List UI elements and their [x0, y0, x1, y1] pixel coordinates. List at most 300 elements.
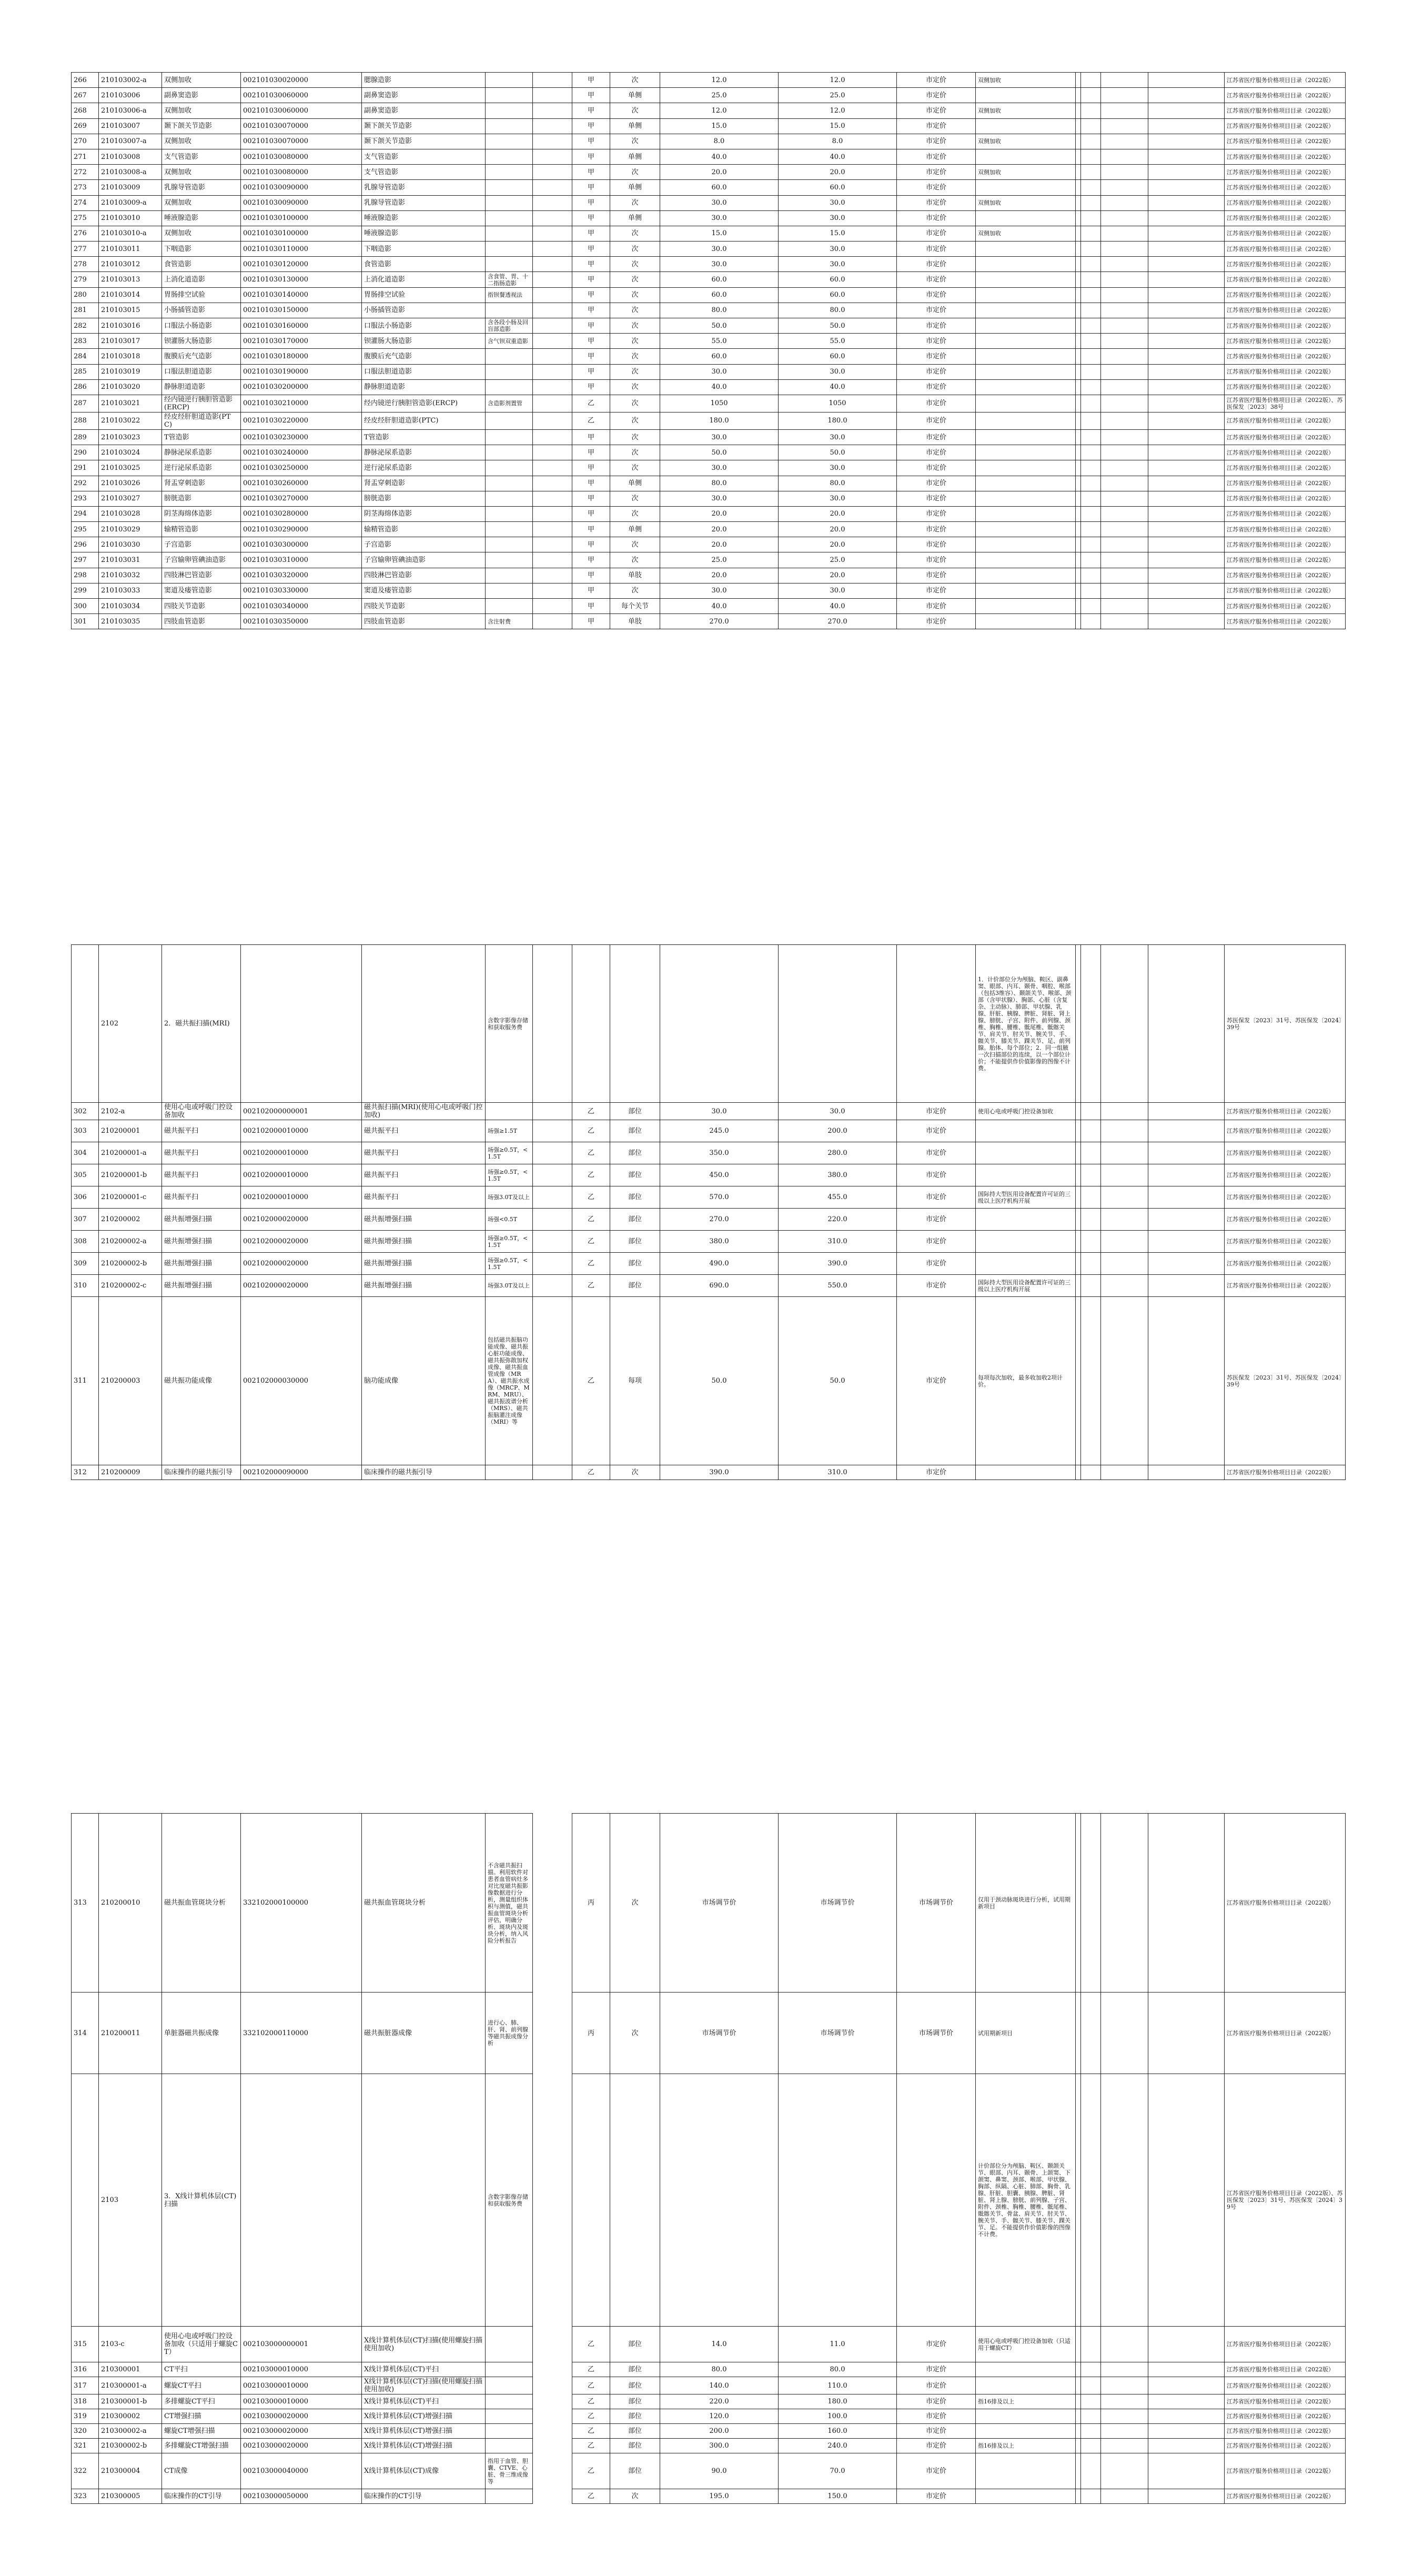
- cell-item-name: 子宫造影: [162, 537, 241, 552]
- cell-col-gap-4: [1148, 583, 1225, 598]
- table-row: [72, 2489, 1346, 2504]
- cell-policy-source: 江苏省医疗服务价格项目目录（2022版）: [1225, 2362, 1346, 2377]
- cell-row-no: 290: [72, 445, 99, 460]
- cell-national-name: 支气管造影: [362, 149, 486, 164]
- table-row: [72, 2409, 1346, 2424]
- cell-item-code: 210200002-b: [99, 1253, 162, 1275]
- cell-content: 包括磁共振脑功能成像、磁共振心脏功能成像、磁共振弥散加权成像、磁共振血管成像（MRA）、磁共振水成像（MRCP、MRM、MRU）、磁共振波谱分析（MRS）、磁共振脑灌注成像（MRI）等: [486, 1297, 533, 1465]
- cell-col-gap-2: [1081, 2439, 1101, 2453]
- cell-unit: 次: [610, 583, 660, 598]
- cell-price-tier-2: 220.0: [779, 1209, 897, 1231]
- cell-category: 甲: [572, 73, 610, 88]
- cell-content: 含数字影像存储和获取服务费: [486, 945, 533, 1103]
- cell-price-tier-1: 12.0: [660, 73, 779, 88]
- cell-col-gap-3: [1101, 2409, 1148, 2424]
- cell-national-code: 002101030060000: [241, 103, 362, 118]
- cell-price-tier-1: 220.0: [660, 2394, 779, 2409]
- cell-unit: 部位: [610, 2453, 660, 2489]
- cell-category: 甲: [572, 134, 610, 149]
- cell-exclusion: [533, 1297, 572, 1465]
- cell-col-gap-4: [1148, 2377, 1225, 2394]
- table-row: [72, 945, 1346, 1103]
- cell-price-tier-2: 200.0: [779, 1120, 897, 1142]
- cell-category: 甲: [572, 522, 610, 537]
- cell-pricing-type: 市场调节价: [897, 1814, 976, 1993]
- cell-category: 乙: [572, 1253, 610, 1275]
- cell-national-name: 副鼻窦造影: [362, 88, 486, 103]
- cell-price-tier-1: 80.0: [660, 303, 779, 318]
- cell-col-gap-4: [1148, 1465, 1225, 1480]
- cell-col-gap-2: [1081, 1253, 1101, 1275]
- cell-note: [976, 599, 1076, 614]
- cell-item-name: 磁共振增强扫描: [162, 1209, 241, 1231]
- cell-col-gap-1: [1076, 476, 1081, 491]
- cell-policy-source: 江苏省医疗服务价格项目目录（2022版）: [1225, 303, 1346, 318]
- cell-national-code: 002101030080000: [241, 149, 362, 164]
- cell-item-code: 2102-a: [99, 1103, 162, 1120]
- cell-national-code: 002101030090000: [241, 195, 362, 210]
- price-table-1: [71, 72, 1346, 629]
- cell-policy-source: 江苏省医疗服务价格项目目录（2022版）: [1225, 537, 1346, 552]
- cell-item-name: 双侧加收: [162, 195, 241, 210]
- cell-category: 乙: [572, 2327, 610, 2362]
- cell-row-no: 277: [72, 242, 99, 257]
- cell-row-no: [72, 945, 99, 1103]
- cell-col-gap-3: [1101, 599, 1148, 614]
- cell-national-name: 乳腺导管造影: [362, 195, 486, 210]
- cell-policy-source: 江苏省医疗服务价格项目目录（2022版）: [1225, 599, 1346, 614]
- cell-item-code: 210300002: [99, 2409, 162, 2424]
- table-row: [72, 599, 1346, 614]
- cell-content: 场强≥0.5T，<1.5T: [486, 1142, 533, 1164]
- cell-item-code: 210103020: [99, 379, 162, 395]
- cell-row-no: 289: [72, 429, 99, 445]
- cell-col-gap-4: [1148, 945, 1225, 1103]
- table-row: [72, 568, 1346, 583]
- cell-col-gap-4: [1148, 522, 1225, 537]
- cell-exclusion: [533, 242, 572, 257]
- cell-category: 乙: [572, 395, 610, 412]
- cell-col-gap-2: [1081, 491, 1101, 506]
- cell-content: 场强≥0.5T，<1.5T: [486, 1253, 533, 1275]
- cell-row-no: 279: [72, 272, 99, 287]
- cell-content: 场强≥0.5T，<1.5T: [486, 1231, 533, 1253]
- cell-col-gap-1: [1076, 318, 1081, 334]
- cell-note: [976, 2489, 1076, 2504]
- cell-col-gap-1: [1076, 1186, 1081, 1209]
- cell-policy-source: 江苏省医疗服务价格项目目录（2022版）: [1225, 165, 1346, 180]
- cell-category: 甲: [572, 195, 610, 210]
- cell-col-gap-4: [1148, 349, 1225, 364]
- cell-exclusion: [533, 1120, 572, 1142]
- cell-category: 乙: [572, 2377, 610, 2394]
- cell-national-code: 002101030250000: [241, 460, 362, 476]
- cell-col-gap-3: [1101, 103, 1148, 118]
- cell-note: [976, 583, 1076, 598]
- cell-col-gap-1: [1076, 522, 1081, 537]
- cell-pricing-type: 市定价: [897, 118, 976, 134]
- cell-note: 指16排及以上: [976, 2394, 1076, 2409]
- cell-policy-source: 江苏省医疗服务价格项目目录（2022版）: [1225, 272, 1346, 287]
- cell-category: 乙: [572, 1120, 610, 1142]
- cell-note: [976, 537, 1076, 552]
- table-row: [72, 165, 1346, 180]
- cell-unit: 部位: [610, 1142, 660, 1164]
- cell-col-gap-1: [1076, 287, 1081, 303]
- cell-unit: 部位: [610, 1186, 660, 1209]
- cell-col-gap-4: [1148, 568, 1225, 583]
- cell-content: 场强≥1.5T: [486, 1120, 533, 1142]
- cell-col-gap-3: [1101, 395, 1148, 412]
- cell-col-gap-3: [1101, 287, 1148, 303]
- cell-item-name: 子宫输卵管碘油造影: [162, 552, 241, 568]
- cell-note: [976, 460, 1076, 476]
- cell-col-gap-2: [1081, 118, 1101, 134]
- cell-price-tier-2: 30.0: [779, 491, 897, 506]
- cell-pricing-type: 市定价: [897, 226, 976, 241]
- cell-col-gap-3: [1101, 476, 1148, 491]
- cell-col-gap-2: [1081, 1103, 1101, 1120]
- cell-price-tier-1: 14.0: [660, 2327, 779, 2362]
- cell-item-name: 口服法胆道造影: [162, 364, 241, 379]
- cell-pricing-type: 市定价: [897, 195, 976, 210]
- cell-national-name: 子宫输卵管碘油造影: [362, 552, 486, 568]
- cell-national-code: 002101030190000: [241, 364, 362, 379]
- cell-national-name: [362, 945, 486, 1103]
- cell-pricing-type: 市定价: [897, 2362, 976, 2377]
- cell-col-gap-1: [1076, 412, 1081, 429]
- cell-price-tier-1: 180.0: [660, 412, 779, 429]
- table-row: [72, 506, 1346, 521]
- cell-item-name: 双侧加收: [162, 165, 241, 180]
- cell-col-gap-4: [1148, 1297, 1225, 1465]
- cell-col-gap-1: [1076, 614, 1081, 629]
- cell-col-gap-1: [1076, 599, 1081, 614]
- cell-national-name: 颞下颌关节造影: [362, 134, 486, 149]
- cell-col-gap-4: [1148, 226, 1225, 241]
- cell-national-name: 磁共振增强扫描: [362, 1209, 486, 1231]
- cell-row-no: 281: [72, 303, 99, 318]
- cell-col-gap-4: [1148, 395, 1225, 412]
- cell-content: [486, 2409, 533, 2424]
- cell-pricing-type: 市定价: [897, 412, 976, 429]
- cell-note: [976, 1465, 1076, 1480]
- cell-price-tier-1: [660, 945, 779, 1103]
- cell-price-tier-2: 1050: [779, 395, 897, 412]
- cell-price-tier-2: 15.0: [779, 226, 897, 241]
- cell-pricing-type: 市定价: [897, 1253, 976, 1275]
- cell-national-code: 332102000100000: [241, 1814, 362, 1993]
- cell-category: 甲: [572, 165, 610, 180]
- cell-price-tier-2: 60.0: [779, 349, 897, 364]
- cell-col-gap-3: [1101, 1209, 1148, 1231]
- table-row: [72, 2424, 1346, 2439]
- cell-price-tier-1: 90.0: [660, 2453, 779, 2489]
- cell-pricing-type: 市定价: [897, 2424, 976, 2439]
- cell-col-gap-2: [1081, 537, 1101, 552]
- cell-col-gap-3: [1101, 210, 1148, 226]
- cell-category: 乙: [572, 1142, 610, 1164]
- cell-price-tier-1: 200.0: [660, 2424, 779, 2439]
- cell-national-code: 002101030210000: [241, 395, 362, 412]
- cell-price-tier-2: 20.0: [779, 568, 897, 583]
- cell-item-name: 3．X线计算机体层(CT)扫描: [162, 2074, 241, 2327]
- cell-note: 每项每次加收，最多收加收2项计价。: [976, 1297, 1076, 1465]
- cell-national-code: 002102000010000: [241, 1142, 362, 1164]
- cell-col-gap-4: [1148, 2453, 1225, 2489]
- cell-col-gap-4: [1148, 2409, 1225, 2424]
- cell-col-gap-4: [1148, 379, 1225, 395]
- cell-item-name: 2．磁共振扫描(MRI): [162, 945, 241, 1103]
- cell-note: [976, 210, 1076, 226]
- cell-policy-source: 江苏省医疗服务价格项目目录（2022版）: [1225, 1103, 1346, 1120]
- cell-col-gap-4: [1148, 2424, 1225, 2439]
- cell-content: [486, 303, 533, 318]
- cell-national-name: 唾液腺造影: [362, 226, 486, 241]
- cell-national-code: 002101030290000: [241, 522, 362, 537]
- cell-col-gap-1: [1076, 2327, 1081, 2362]
- cell-col-gap-2: [1081, 334, 1101, 349]
- cell-content: 指用于血管、胆囊、CTVE、心脏、骨三维成像等: [486, 2453, 533, 2489]
- cell-national-code: 002101030310000: [241, 552, 362, 568]
- cell-item-code: 210103016: [99, 318, 162, 334]
- cell-price-tier-2: 40.0: [779, 599, 897, 614]
- cell-col-gap-1: [1076, 242, 1081, 257]
- cell-price-tier-2: 30.0: [779, 257, 897, 272]
- cell-category: 甲: [572, 318, 610, 334]
- cell-national-name: 膀胱造影: [362, 491, 486, 506]
- cell-policy-source: 江苏省医疗服务价格项目目录（2022版）: [1225, 506, 1346, 521]
- cell-item-code: 210103014: [99, 287, 162, 303]
- cell-exclusion: [533, 2362, 572, 2377]
- cell-policy-source: 江苏省医疗服务价格项目目录（2022版）: [1225, 334, 1346, 349]
- cell-col-gap-2: [1081, 1275, 1101, 1297]
- table-row: [72, 1814, 1346, 1993]
- cell-price-tier-2: 180.0: [779, 412, 897, 429]
- table-row: [72, 395, 1346, 412]
- cell-national-name: X线计算机体层(CT)平扫: [362, 2394, 486, 2409]
- cell-row-no: 287: [72, 395, 99, 412]
- cell-pricing-type: 市定价: [897, 303, 976, 318]
- cell-national-name: 胃肠排空试验: [362, 287, 486, 303]
- cell-row-no: 298: [72, 568, 99, 583]
- cell-national-name: 经内镜逆行胰胆管造影(ERCP): [362, 395, 486, 412]
- cell-pricing-type: 市定价: [897, 318, 976, 334]
- cell-price-tier-2: 60.0: [779, 287, 897, 303]
- cell-price-tier-2: 50.0: [779, 1297, 897, 1465]
- cell-item-name: 四肢关节造影: [162, 599, 241, 614]
- cell-note: [976, 1209, 1076, 1231]
- cell-col-gap-1: [1076, 2424, 1081, 2439]
- cell-note: [976, 318, 1076, 334]
- cell-national-name: 口服法小肠造影: [362, 318, 486, 334]
- cell-content: 场强3.0T及以上: [486, 1186, 533, 1209]
- cell-national-name: 阴茎海绵体造影: [362, 506, 486, 521]
- cell-unit: 次: [610, 165, 660, 180]
- cell-national-code: 002101030260000: [241, 476, 362, 491]
- cell-col-gap-3: [1101, 165, 1148, 180]
- cell-item-name: 磁共振平扫: [162, 1120, 241, 1142]
- cell-col-gap-3: [1101, 1814, 1148, 1993]
- cell-price-tier-1: 25.0: [660, 88, 779, 103]
- cell-national-name: 磁共振平扫: [362, 1164, 486, 1186]
- cell-col-gap-3: [1101, 945, 1148, 1103]
- cell-note: [976, 2377, 1076, 2394]
- cell-col-gap-3: [1101, 2489, 1148, 2504]
- cell-content: [486, 476, 533, 491]
- cell-item-name: 临床操作的磁共振引导: [162, 1465, 241, 1480]
- cell-col-gap-3: [1101, 226, 1148, 241]
- cell-price-tier-1: 20.0: [660, 506, 779, 521]
- cell-note: [976, 118, 1076, 134]
- cell-content: [486, 149, 533, 164]
- cell-col-gap-3: [1101, 134, 1148, 149]
- cell-item-code: 210103008-a: [99, 165, 162, 180]
- cell-price-tier-1: 245.0: [660, 1120, 779, 1142]
- cell-col-gap-2: [1081, 552, 1101, 568]
- cell-item-code: 210103025: [99, 460, 162, 476]
- cell-col-gap-4: [1148, 118, 1225, 134]
- cell-col-gap-2: [1081, 945, 1101, 1103]
- cell-note: 国际持大型医用设备配置许可证的三级以上医疗机构开展: [976, 1275, 1076, 1297]
- cell-note: [976, 395, 1076, 412]
- cell-note: 双侧加收: [976, 103, 1076, 118]
- cell-exclusion: [533, 334, 572, 349]
- cell-unit: 次: [610, 226, 660, 241]
- cell-price-tier-1: 40.0: [660, 379, 779, 395]
- cell-col-gap-4: [1148, 210, 1225, 226]
- cell-col-gap-2: [1081, 2377, 1101, 2394]
- cell-note: [976, 506, 1076, 521]
- cell-item-name: 静脉胆道造影: [162, 379, 241, 395]
- cell-pricing-type: 市定价: [897, 2409, 976, 2424]
- cell-item-name: CT平扫: [162, 2362, 241, 2377]
- cell-col-gap-2: [1081, 2489, 1101, 2504]
- cell-pricing-type: 市定价: [897, 1164, 976, 1186]
- cell-unit: 部位: [610, 2424, 660, 2439]
- cell-item-name: 经内镜逆行胰胆管造影(ERCP): [162, 395, 241, 412]
- cell-policy-source: 江苏省医疗服务价格项目目录（2022版）: [1225, 2489, 1346, 2504]
- cell-national-name: 四肢血管造影: [362, 614, 486, 629]
- cell-row-no: 276: [72, 226, 99, 241]
- cell-national-code: 002102000090000: [241, 1465, 362, 1480]
- table-row: [72, 134, 1346, 149]
- cell-item-name: 肾盂穿刺造影: [162, 476, 241, 491]
- cell-price-tier-1: 80.0: [660, 476, 779, 491]
- cell-price-tier-2: 30.0: [779, 460, 897, 476]
- cell-category: 甲: [572, 272, 610, 287]
- cell-national-code: 002101030140000: [241, 287, 362, 303]
- cell-col-gap-1: [1076, 364, 1081, 379]
- cell-exclusion: [533, 599, 572, 614]
- cell-row-no: 320: [72, 2424, 99, 2439]
- cell-national-name: 经皮经肝胆道造影(PTC): [362, 412, 486, 429]
- cell-item-name: 磁共振血管斑块分析: [162, 1814, 241, 1993]
- cell-content: [486, 349, 533, 364]
- cell-price-tier-1: 30.0: [660, 429, 779, 445]
- cell-policy-source: 苏医保发〔2023〕31号、苏医保发〔2024〕39号: [1225, 1297, 1346, 1465]
- cell-col-gap-1: [1076, 134, 1081, 149]
- cell-col-gap-3: [1101, 88, 1148, 103]
- cell-col-gap-4: [1148, 1142, 1225, 1164]
- cell-note: [976, 2409, 1076, 2424]
- cell-col-gap-3: [1101, 1275, 1148, 1297]
- cell-national-code: 002101030230000: [241, 429, 362, 445]
- cell-unit: 部位: [610, 2409, 660, 2424]
- cell-national-code: 002101030240000: [241, 445, 362, 460]
- cell-policy-source: 江苏省医疗服务价格项目目录（2022版）、苏医保发〔2023〕38号: [1225, 395, 1346, 412]
- cell-col-gap-4: [1148, 165, 1225, 180]
- cell-pricing-type: 市定价: [897, 1231, 976, 1253]
- cell-policy-source: 江苏省医疗服务价格项目目录（2022版）: [1225, 412, 1346, 429]
- cell-item-name: 输精管造影: [162, 522, 241, 537]
- cell-col-gap-2: [1081, 460, 1101, 476]
- cell-policy-source: 江苏省医疗服务价格项目目录（2022版）: [1225, 349, 1346, 364]
- cell-note: 使用心电或呼吸门控设备加收（只适用于螺旋CT）: [976, 2327, 1076, 2362]
- cell-row-no: 310: [72, 1275, 99, 1297]
- cell-unit: 单侧: [610, 210, 660, 226]
- cell-note: [976, 522, 1076, 537]
- cell-national-name: 乳腺导管造影: [362, 180, 486, 195]
- cell-content: [486, 379, 533, 395]
- cell-col-gap-4: [1148, 1164, 1225, 1186]
- cell-item-code: 210200001-a: [99, 1142, 162, 1164]
- cell-pricing-type: 市定价: [897, 1120, 976, 1142]
- cell-col-gap-1: [1076, 1103, 1081, 1120]
- cell-col-gap-3: [1101, 242, 1148, 257]
- cell-col-gap-1: [1076, 568, 1081, 583]
- cell-note: [976, 180, 1076, 195]
- cell-content: [486, 2439, 533, 2453]
- table-row: [72, 210, 1346, 226]
- cell-policy-source: 江苏省医疗服务价格项目目录（2022版）: [1225, 1253, 1346, 1275]
- cell-pricing-type: 市定价: [897, 2489, 976, 2504]
- cell-unit: 部位: [610, 2377, 660, 2394]
- cell-price-tier-2: 40.0: [779, 149, 897, 164]
- cell-exclusion: [533, 522, 572, 537]
- cell-item-code: 210300002-b: [99, 2439, 162, 2453]
- cell-col-gap-4: [1148, 506, 1225, 521]
- cell-row-no: 296: [72, 537, 99, 552]
- cell-content: [486, 257, 533, 272]
- cell-row-no: 309: [72, 1253, 99, 1275]
- cell-note: [976, 568, 1076, 583]
- cell-price-tier-1: 490.0: [660, 1253, 779, 1275]
- cell-pricing-type: 市定价: [897, 2327, 976, 2362]
- cell-category: 甲: [572, 118, 610, 134]
- cell-price-tier-2: 30.0: [779, 1103, 897, 1120]
- cell-price-tier-2: 市场调节价: [779, 1993, 897, 2074]
- cell-price-tier-1: 15.0: [660, 118, 779, 134]
- cell-col-gap-4: [1148, 429, 1225, 445]
- cell-item-code: 210103009: [99, 180, 162, 195]
- cell-pricing-type: 市定价: [897, 134, 976, 149]
- cell-content: [486, 242, 533, 257]
- cell-item-name: CT增强扫描: [162, 2409, 241, 2424]
- cell-row-no: 270: [72, 134, 99, 149]
- cell-col-gap-3: [1101, 1993, 1148, 2074]
- cell-national-code: 002102000030000: [241, 1297, 362, 1465]
- cell-category: 甲: [572, 303, 610, 318]
- cell-row-no: 322: [72, 2453, 99, 2489]
- cell-col-gap-1: [1076, 2074, 1081, 2327]
- cell-national-name: 逆行泌尿系造影: [362, 460, 486, 476]
- cell-col-gap-2: [1081, 583, 1101, 598]
- cell-category: 甲: [572, 103, 610, 118]
- cell-national-name: 钡灌肠大肠造影: [362, 334, 486, 349]
- cell-item-name: 单脏器磁共振成像: [162, 1993, 241, 2074]
- table-row: [72, 1120, 1346, 1142]
